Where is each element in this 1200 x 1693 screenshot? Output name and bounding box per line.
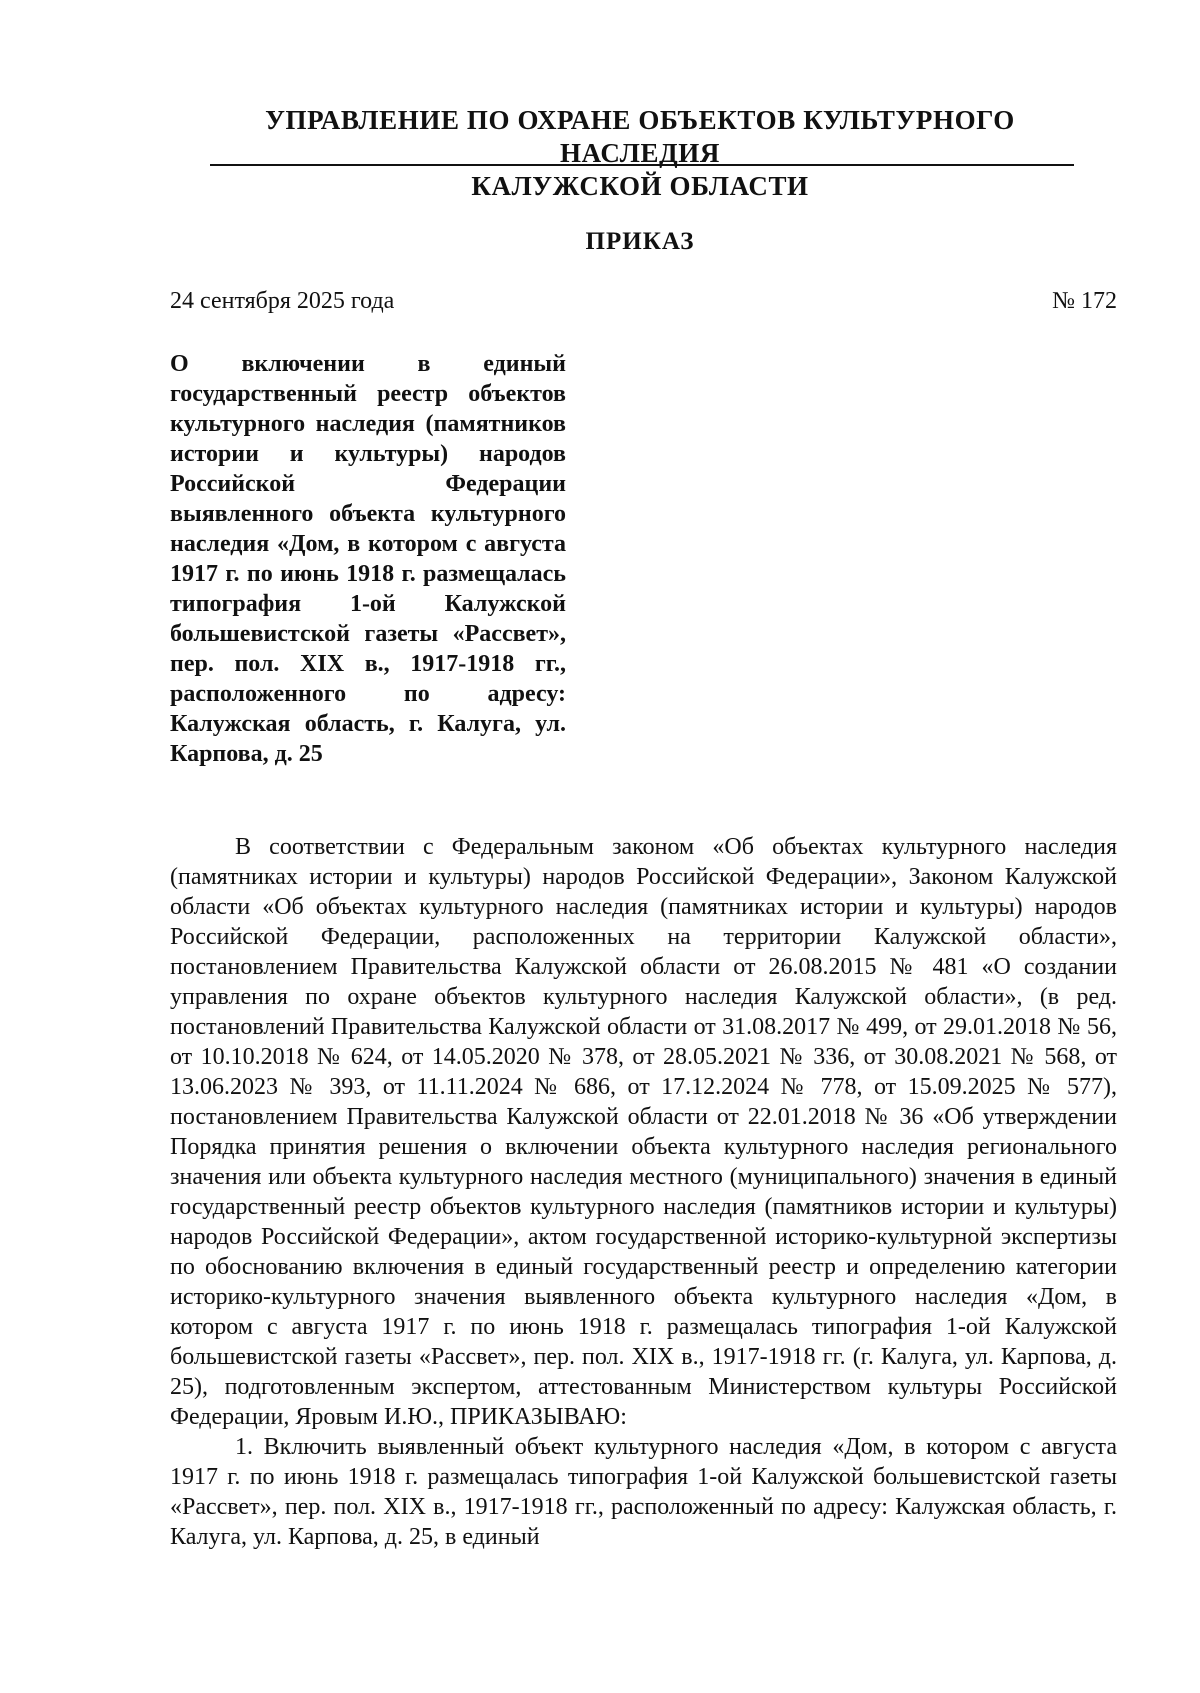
organization-name-line2: КАЛУЖСКОЙ ОБЛАСТИ (471, 171, 809, 201)
document-number: № 172 (1052, 288, 1117, 314)
document-date: 24 сентября 2025 года (170, 288, 395, 314)
header-underline (210, 164, 1074, 166)
preamble-paragraph: В соответствии с Федеральным законом «Об объектах культурного наследия (памятниках истории и культуры) народов Российской Федерации», Законом Калужской области «Об объектах культурного наследия (памятниках истории и культуры) народов Российской Федерации, расположенных на территории Калужской области», постановлением Правительства Калужской области от 26.08.2015 № 481 «О создании управления по охране объектов культурного наследия Калужской области», (в ред. постановлений Правительства Калужской области от 31.08.2017 № 499, от 29.01.2018 № 56, от 10.10.2018 № 624, от 14.05.2020 № 378, от 28.05.2021 № 336, от 30.08.2021 № 568, от 13.06.2023 № 393, от 11.11.2024 № 686, от 17.12.2024 № 778, от 15.09.2025 № 577), постановлением Правительства Калужской области от 22.01.2018 № 36 «Об утверждении Порядка принятия решения о включении объекта культурного наследия регионального значения или объекта культурного наследия местного (муниципального) значения в единый государственный реестр объектов культурного наследия (памятников истории и культуры) народов Российской Федерации», актом государственной историко-культурной экспертизы по обоснованию включения в единый государственный реестр и определению категории историко-культурного значения выявленного объекта культурного наследия «Дом, в котором с августа 1917 г. по июнь 1918 г. размещалась типография 1-ой Калужской большевистской газеты «Рассвет», пер. пол. XIX в., 1917-1918 гг. (г. Калуга, ул. Карпова, д. 25), подготовленным экспертом, аттестованным Министерством культуры Российской Федерации, Яровым И.Ю., ПРИКАЗЫВАЮ: (170, 834, 1117, 1430)
organization-header (190, 104, 1090, 203)
document-type-title: ПРИКАЗ (585, 228, 695, 255)
organization-name-line1: УПРАВЛЕНИЕ ПО ОХРАНЕ ОБЪЕКТОВ КУЛЬТУРНОГО НАСЛЕДИЯ (265, 105, 1015, 168)
order-item-1: 1. Включить выявленный объект культурного наследия «Дом, в котором с августа 1917 г. по июнь 1918 г. размещалась типография 1-ой Калужской большевистской газеты «Рассвет», пер. пол. XIX в., 1917-1918 гг., расположенный по адресу: Калужская область, г. Калуга, ул. Карпова, д. 25, в единый (170, 1434, 1117, 1550)
document-body (170, 832, 1117, 1552)
document-subject: О включении в единый государственный реестр объектов культурного наследия (памятников истории и культуры) народов Российской Федерации выявленного объекта культурного наследия «Дом, в котором с августа 1917 г. по июнь 1918 г. размещалась типография 1-ой Калужской большевистской газеты «Рассвет», пер. пол. XIX в., 1917-1918 гг., расположенного по адресу: Калужская область, г. Калуга, ул. Карпова, д. 25 (170, 351, 566, 767)
